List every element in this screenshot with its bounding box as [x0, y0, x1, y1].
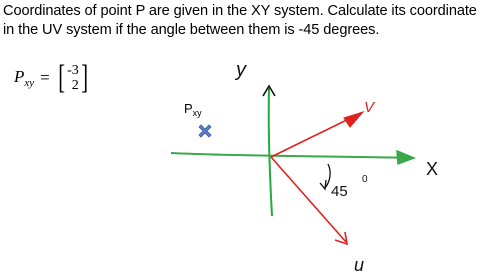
point-symbol-subscript: xy — [24, 77, 35, 89]
left-bracket: [ — [58, 59, 65, 96]
v-axis-label: V — [364, 99, 375, 116]
point-marker-icon — [199, 125, 211, 137]
problem-line-1: Coordinates of point P are given in the XY system. Calculate its coordinate — [3, 3, 477, 19]
y-axis-line — [269, 88, 272, 216]
u-axis-label: u — [354, 255, 365, 275]
angle-degree-symbol: 0 — [362, 174, 368, 185]
point-symbol-letter: P — [14, 67, 25, 86]
equals-sign: = — [40, 68, 50, 87]
v-axis-arrowhead — [344, 112, 363, 127]
x-axis-line — [171, 153, 412, 158]
angle-arc-arrow — [320, 180, 326, 189]
angle-label: 45 — [331, 183, 348, 200]
problem-line-2: in the UV system if the angle between them is -45 degrees. — [3, 22, 380, 38]
y-axis-label: y — [236, 59, 246, 81]
right-bracket: ] — [81, 59, 88, 96]
x-axis-label: X — [426, 159, 439, 179]
vector-entry-y: 2 — [71, 78, 79, 93]
x-axis-arrowhead — [397, 151, 414, 164]
vector-entry-x: -3 — [67, 63, 79, 78]
point-label: $P_{xy}$ — [184, 101, 202, 118]
